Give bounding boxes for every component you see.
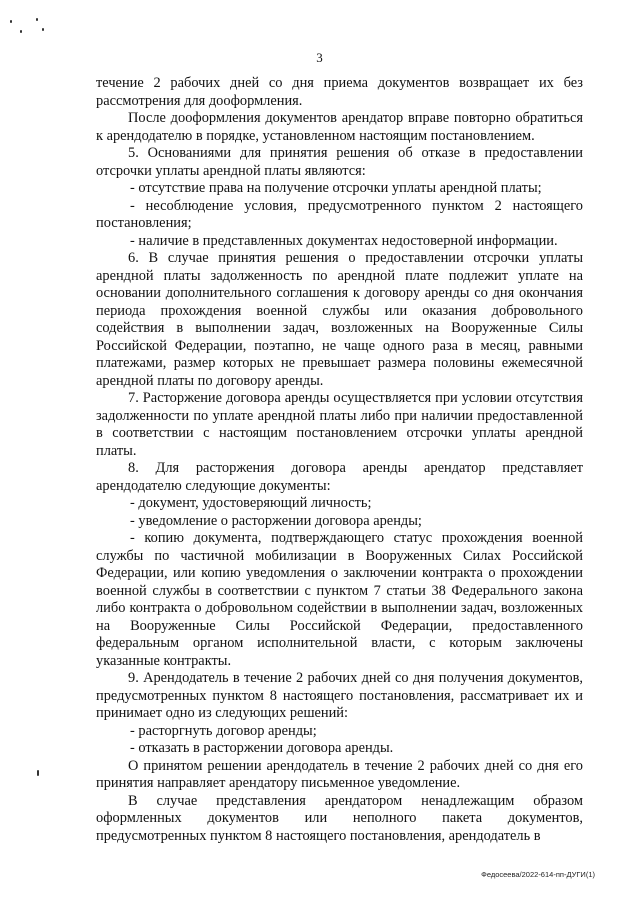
document-reference: Федосеева/2022-614-пп-ДУГИ(1) [481,870,595,879]
paragraph: - отказать в расторжении договора аренды. [130,740,394,756]
document-body [96,75,583,845]
scan-speck [36,18,38,21]
paragraph: - несоблюдение условия, предусмотренного пунктом 2 настоящего постановления; [96,197,583,231]
paragraph: 6. В случае принятия решения о предоставлении отсрочки уплаты арендной платы задолженность по арендной плате подлежит уплате на основании дополнительного соглашения к договору аренды со дня окончания периода прохождения военной службы или оказания добровольного содействия в выполнении задач, возложенных на Вооруженные Силы Российской Федерации, поэтапно, не чаще одного раза в месяц, равными платежами, размер которых не превышает размера половины ежемесячной арендной платы по договору аренды. [96,250,583,389]
paragraph: - уведомление о расторжении договора аренды; [130,512,422,529]
paragraph: После дооформления документов арендатор вправе повторно обратиться к арендодателю в порядке, установленном настоящим постановлением. [96,110,583,144]
paragraph: - расторгнуть договор аренды; [130,722,317,739]
paragraph: - документ, удостоверяющий личность; [130,495,372,511]
paragraph: 9. Арендодатель в течение 2 рабочих дней со дня получения документов, предусмотренных пунктом 8 настоящего постановления, рассматривает их и принимает одно из следующих решений: [96,670,583,721]
paragraph: 5. Основаниями для принятия решения об отказе в предоставлении отсрочки уплаты арендной платы являются: [96,145,583,179]
paragraph: течение 2 рабочих дней со дня приема документов возвращает их без рассмотрения для дооформления. [96,75,583,109]
paragraph: - наличие в представленных документах недостоверной информации. [130,232,558,249]
paragraph: 8. Для расторжения договора аренды арендатор представляет арендодателю следующие документы: [96,460,583,494]
scan-speck [42,28,44,31]
paragraph: В случае представления арендатором ненадлежащим образом оформленных документов или неполного пакета документов, предусмотренных пунктом 8 настоящего постановления, арендодатель в [96,792,583,844]
paragraph: - отсутствие права на получение отсрочки уплаты арендной платы; [130,180,542,196]
scan-speck [37,770,39,776]
paragraph: - копию документа, подтверждающего статус прохождения военной службы по частичной мобилизации в Вооруженных Силах Российской Федерации, или копию уведомления о заключении контракта о прохождении военной службы в соответствии с пунктом 7 статьи 38 Федерального закона либо контракта о добровольном содействии в выполнении задач, возложенных на Вооруженные Силы Российской Федерации, предоставленного федеральным органом исполнительной власти, с которым заключены указанные контракты. [96,530,583,669]
scan-speck [20,30,22,33]
paragraph: 7. Расторжение договора аренды осуществляется при условии отсутствия задолженности по уплате арендной платы либо при наличии предоставленной в соответствии с настоящим постановлением отсрочки уплаты арендной платы. [96,390,583,459]
page-number: 3 [316,50,323,65]
paragraph: О принятом решении арендодатель в течение 2 рабочих дней со дня его принятия направляет арендатору письменное уведомление. [96,757,583,791]
scan-speck [10,20,12,23]
